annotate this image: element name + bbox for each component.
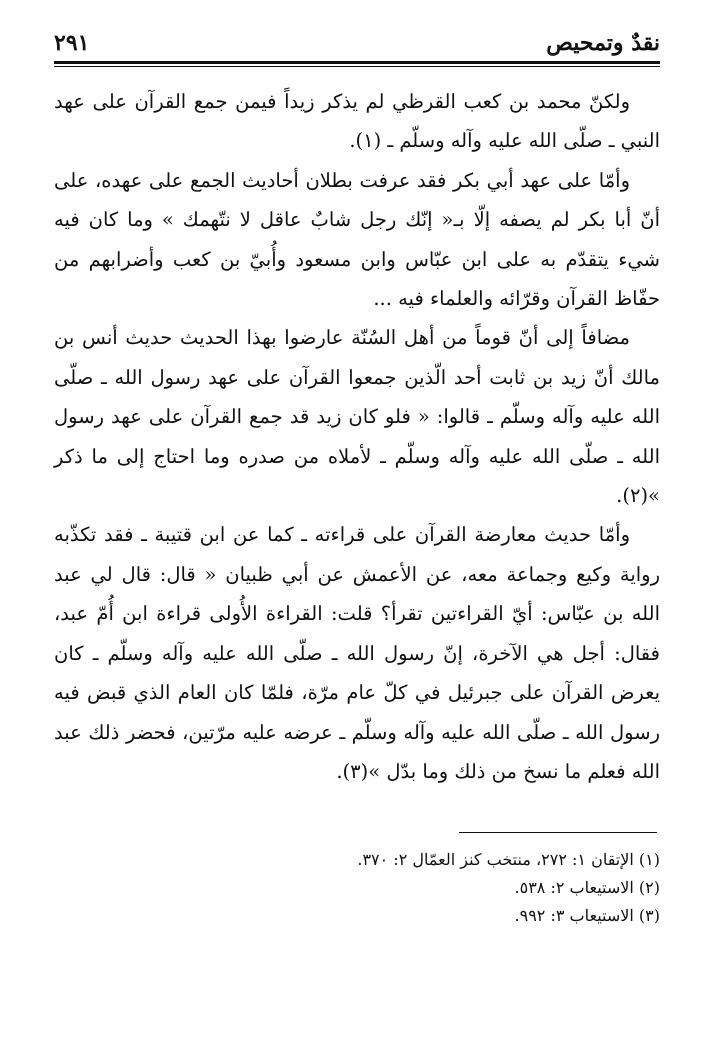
paragraph: وأمّا حديث معارضة القرآن على قراءته ـ كما عن ابن قتيبة ـ فقد تكذّبه رواية وكيع وجماعة معه، عن الأعمش عن أبي ظبيان « قال: قال لي عبد الله بن عبّاس: أيّ القراءتين تقرأ؟ قلت: القراءة الأُولى قراءة ابن أُمّ عبد، فقال: أجل هي الآخرة، إنّ رسول الله ـ صلّى الله عليه وآله وسلّم ـ كان يعرض القرآن على جبرئيل في كلّ عام مرّة، فلمّا كان العام الذي قبض فيه رسول الله ـ صلّى الله عليه وآله وسلّم ـ عرضه عليه مرّتين، فحضر ذلك عبد الله فعلم ما نسخ من ذلك وما بدّل »(٣). (54, 523, 660, 783)
main-text (54, 82, 660, 791)
paragraph: ولكنّ محمد بن كعب القرظي لم يذكر زيداً فيمن جمع القرآن على عهد النبي ـ صلّى الله عليه وآله وسلّم ـ (١). (54, 90, 660, 153)
footnotes (54, 846, 660, 930)
running-title: نقدٌ وتمحيص (546, 30, 660, 56)
paragraph: مضافاً إلى أنّ قوماً من أهل السُنّة عارضوا بهذا الحديث حديث أنس بن مالك أنّ زيد بن ثابت أحد الّذين جمعوا القرآن على عهد رسول الله ـ صلّى الله عليه وآله وسلّم ـ قالوا: « فلو كان زيد قد جمع القرآن على عهد رسول الله ـ صلّى الله عليه وآله وسلّم ـ لأملاه من صدره وما احتاج إلى ما ذكر »(٢). (54, 326, 660, 508)
footnote-separator (459, 832, 657, 833)
footnote: (١) الإتقان ١: ٢٧٢، منتخب كنز العمّال ٢: ٣٧٠. (357, 850, 660, 869)
page-number: ٢٩١ (54, 30, 90, 56)
footnote: (٢) الاستيعاب ٢: ٥٣٨. (514, 878, 660, 897)
header-rule-thin (54, 66, 660, 67)
page-header (54, 28, 660, 58)
header-rule-thick (54, 61, 660, 64)
paragraph: وأمّا على عهد أبي بكر فقد عرفت بطلان أحاديث الجمع على عهده، على أنّ أبا بكر لم يصفه إلّا بـ« إنّك رجل شابٌ عاقل لا نتّهمك » وما كان فيه شيء يتقدّم به على ابن عبّاس وابن مسعود وأُبيّ بن كعب وأضرابهم من حفّاظ القرآن وقرّائه والعلماء فيه ... (54, 168, 660, 311)
footnote: (٣) الاستيعاب ٣: ٩٩٢. (514, 906, 660, 925)
